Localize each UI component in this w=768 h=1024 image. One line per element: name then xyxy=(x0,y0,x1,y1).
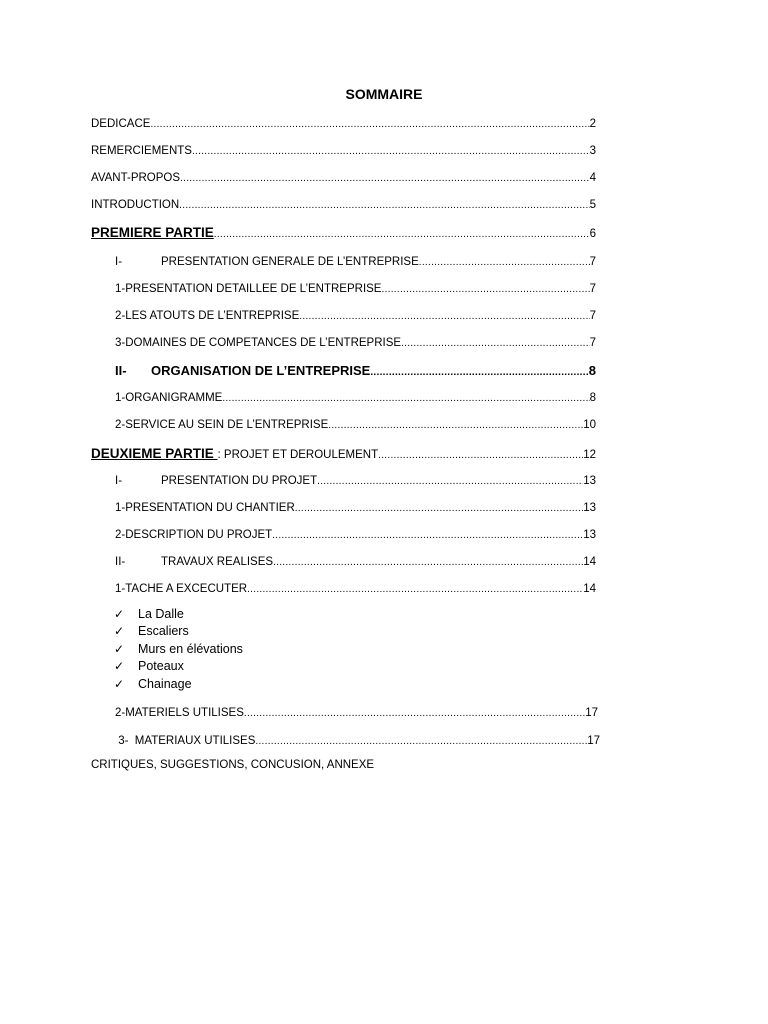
toc-page-number: 7 xyxy=(589,283,596,295)
toc-entry-introduction xyxy=(91,197,596,213)
checkmark-icon: ✓ xyxy=(114,659,125,674)
leader-dots xyxy=(317,474,583,489)
toc-page-number: 3 xyxy=(589,145,596,157)
leader-dots xyxy=(370,364,588,380)
toc-page-number: 8 xyxy=(588,363,596,378)
leader-dots xyxy=(378,447,583,463)
toc-page-number: 13 xyxy=(583,529,596,541)
section-number: II- xyxy=(115,556,126,568)
toc-entry-label: 3-DOMAINES DE COMPETANCES DE L’ENTREPRISE xyxy=(115,337,402,349)
toc-entry-materiaux xyxy=(115,733,600,749)
toc-page-number: 4 xyxy=(589,172,596,184)
toc-entry-remerciements xyxy=(91,143,596,159)
toc-entry-label: 2-MATERIELS UTILISES xyxy=(115,707,244,719)
leader-dots xyxy=(255,734,587,749)
toc-page-number: 14 xyxy=(583,556,596,568)
leader-dots xyxy=(299,309,589,324)
toc-entry-label: I- PRESENTATION GENERALE DE L’ENTREPRISE xyxy=(115,256,419,268)
toc-entry-service xyxy=(115,417,596,433)
leader-dots xyxy=(150,117,589,132)
toc-part-premiere xyxy=(91,224,596,242)
leader-dots xyxy=(381,282,589,297)
task-checklist xyxy=(114,606,243,693)
toc-page-number: 2 xyxy=(589,118,596,130)
document-title: SOMMAIRE xyxy=(345,86,423,102)
toc-entry-domaines xyxy=(115,335,596,351)
toc-page-number: 6 xyxy=(589,228,596,240)
toc-entry-atouts xyxy=(115,308,596,324)
toc-entry-presentation-chantier xyxy=(115,500,596,516)
toc-page-number: 7 xyxy=(589,256,596,268)
toc-entry-label: INTRODUCTION xyxy=(91,199,180,211)
toc-entry-materiels xyxy=(115,705,598,721)
toc-entry-label: 2-LES ATOUTS DE L’ENTREPRISE xyxy=(115,310,300,322)
toc-page-number: 5 xyxy=(589,199,596,211)
toc-entry-label: 3- MATERIAUX UTILISES xyxy=(115,735,256,747)
leader-dots xyxy=(401,336,590,351)
checklist-item: ✓ Murs en élévations xyxy=(114,641,243,658)
toc-section-presentation-projet xyxy=(115,473,596,489)
leader-dots xyxy=(247,582,583,597)
toc-entry-organigramme xyxy=(115,390,596,406)
toc-part-label: PREMIERE PARTIE xyxy=(91,225,214,240)
toc-section-organisation xyxy=(115,362,596,380)
checklist-item: ✓ Escaliers xyxy=(114,623,243,640)
toc-page-number: 10 xyxy=(583,419,596,431)
checklist-item: ✓ Chainage xyxy=(114,676,243,693)
leader-dots xyxy=(244,706,585,721)
toc-entry-dedicace xyxy=(91,116,596,132)
toc-entry-label: DEDICACE xyxy=(91,118,151,130)
checkmark-icon: ✓ xyxy=(114,676,125,691)
toc-entry-avant-propos xyxy=(91,170,596,186)
leader-dots xyxy=(328,418,583,433)
toc-entry-label: AVANT-PROPOS xyxy=(91,172,181,184)
toc-entry-label: 1-PRESENTATION DETAILLEE DE L’ENTREPRISE xyxy=(115,283,382,295)
leader-dots xyxy=(273,555,583,570)
toc-entry-label: I- PRESENTATION DU PROJET xyxy=(115,475,318,487)
toc-section-presentation-generale xyxy=(115,254,596,270)
checkmark-icon: ✓ xyxy=(114,607,125,621)
section-number: I- xyxy=(115,256,123,268)
toc-entry-description-projet xyxy=(115,527,596,543)
toc-entry-label: 2-DESCRIPTION DU PROJET xyxy=(115,529,273,541)
toc-entry-label: 1-ORGANIGRAMME xyxy=(115,392,223,404)
toc-part-deuxieme xyxy=(91,445,596,463)
leader-dots xyxy=(222,391,589,406)
toc-entry-tache xyxy=(115,581,596,597)
closing-line: CRITIQUES, SUGGESTIONS, CONCUSION, ANNEXE xyxy=(91,759,375,771)
section-number: I- xyxy=(115,475,123,487)
toc-section-travaux xyxy=(115,554,596,570)
toc-page-number: 13 xyxy=(583,502,596,514)
toc-page-number: 13 xyxy=(583,475,596,487)
leader-dots xyxy=(295,501,583,516)
toc-entry-presentation-detaillee xyxy=(115,281,596,297)
toc-entry-label: 2-SERVICE AU SEIN DE L’ENTREPRISE xyxy=(115,419,329,431)
section-number: II- xyxy=(115,363,127,378)
toc-page-number: 8 xyxy=(589,392,596,404)
toc-page-number: 7 xyxy=(589,310,596,322)
toc-page-number: 7 xyxy=(589,337,596,349)
toc-page-number: 12 xyxy=(583,449,596,461)
checkmark-icon: ✓ xyxy=(114,624,125,639)
toc-entry-label: II- ORGANISATION DE L’ENTREPRISE xyxy=(115,363,371,378)
toc-page-number: 17 xyxy=(585,707,598,719)
toc-page-number: 14 xyxy=(583,583,596,595)
toc-page-number: 17 xyxy=(587,735,600,747)
checklist-item: ✓ La Dalle xyxy=(114,606,243,623)
toc-part-label: DEUXIEME PARTIE : PROJET ET DEROULEMENT xyxy=(91,446,379,461)
toc-entry-label: 1-TACHE A EXCECUTER xyxy=(115,583,248,595)
leader-dots xyxy=(214,226,590,242)
leader-dots xyxy=(179,198,589,213)
leader-dots xyxy=(272,528,583,543)
leader-dots xyxy=(419,255,590,270)
toc-entry-label: 1-PRESENTATION DU CHANTIER xyxy=(115,502,295,514)
leader-dots xyxy=(180,171,590,186)
toc-entry-label: REMERCIEMENTS xyxy=(91,145,192,157)
checkmark-icon: ✓ xyxy=(114,641,125,656)
toc-entry-label: II- TRAVAUX REALISES xyxy=(115,556,274,568)
leader-dots xyxy=(192,144,590,159)
checklist-item: ✓ Poteaux xyxy=(114,658,243,675)
